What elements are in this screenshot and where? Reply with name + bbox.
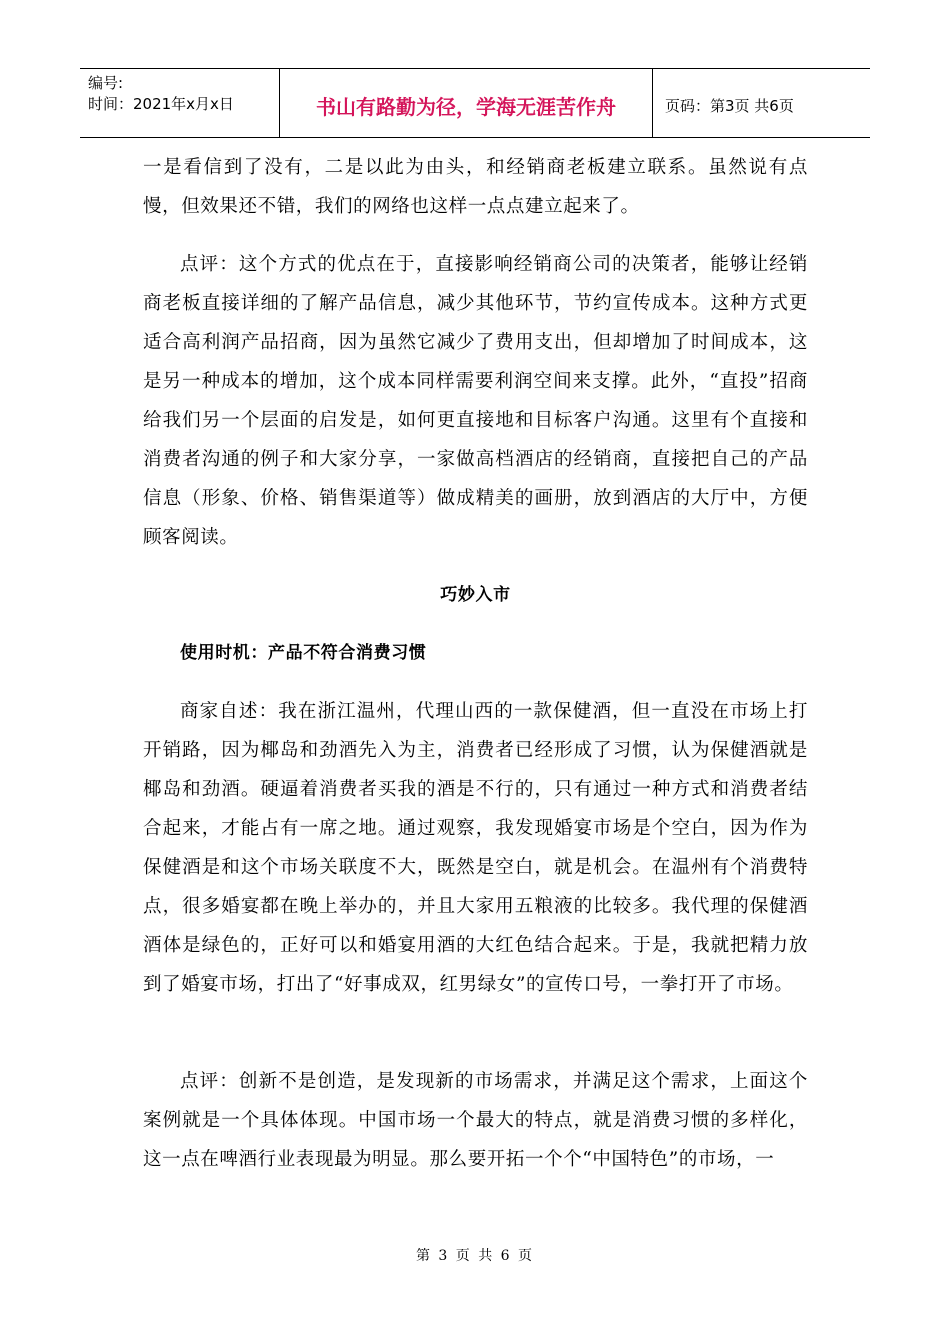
- page-footer: 第 3 页 共 6 页: [415, 1248, 535, 1264]
- section-heading: 巧妙入市: [440, 585, 511, 605]
- page-header: [80, 68, 870, 138]
- header-page-cell: [653, 69, 870, 137]
- page-info: 页码：第3页 共6页: [665, 96, 794, 115]
- serial-number-label: 编号:: [88, 74, 124, 92]
- motto-text: 书山有路勤为径，学海无涯苦作舟: [316, 94, 616, 119]
- paragraph-merchant-story: 商家自述：我在浙江温州，代理山西的一款保健酒，但一直没在市场上打开销路，因为椰岛和劲酒先入为主，消费者已经形成了习惯，认为保健酒就是椰岛和劲酒。硬逼着消费者买我的酒是不行的，只有通过一种方式和消费者结合起来，才能占有一席之地。通过观察，我发现婚宴市场是个空白，因为作为保健酒是和这个市场关联度不大，既然是空白，就是机会。在温州有个消费特点，很多婚宴都在晚上举办的，并且大家用五粮液的比较多。我代理的保健酒酒体是绿色的，正好可以和婚宴用酒的大红色结合起来。于是，我就把精力放到了婚宴市场，打出了“好事成双，红男绿女”的宣传口号，一拳打开了市场。: [143, 701, 808, 995]
- date-label: 时间：2021年x月x日: [88, 95, 234, 113]
- paragraph-comment-2: 点评：创新不是创造，是发现新的市场需求，并满足这个需求，上面这个案例就是一个具体体现。中国市场一个最大的特点，就是消费习惯的多样化，这一点在啤酒行业表现最为明显。那么要开拓一个个“中国特色”的市场，一: [143, 1071, 808, 1170]
- header-meta-cell: [80, 69, 280, 137]
- section-subheading: 使用时机：产品不符合消费习惯: [180, 643, 427, 663]
- paragraph-comment-1: 点评：这个方式的优点在于，直接影响经销商公司的决策者，能够让经销商老板直接详细的了解产品信息，减少其他环节，节约宣传成本。这种方式更适合高利润产品招商，因为虽然它减少了费用支出，但却增加了时间成本，这是另一种成本的增加，这个成本同样需要利润空间来支撑。此外，“直投”招商给我们另一个层面的启发是，如何更直接地和目标客户沟通。这里有个直接和消费者沟通的例子和大家分享，一家做高档酒店的经销商，直接把自己的产品信息（形象、价格、销售渠道等）做成精美的画册，放到酒店的大厅中，方便顾客阅读。: [143, 254, 808, 548]
- paragraph-continuation: 一是看信到了没有，二是以此为由头，和经销商老板建立联系。虽然说有点慢，但效果还不错，我们的网络也这样一点点建立起来了。: [143, 157, 808, 217]
- document-body: [143, 148, 808, 1179]
- header-motto-cell: [280, 69, 653, 137]
